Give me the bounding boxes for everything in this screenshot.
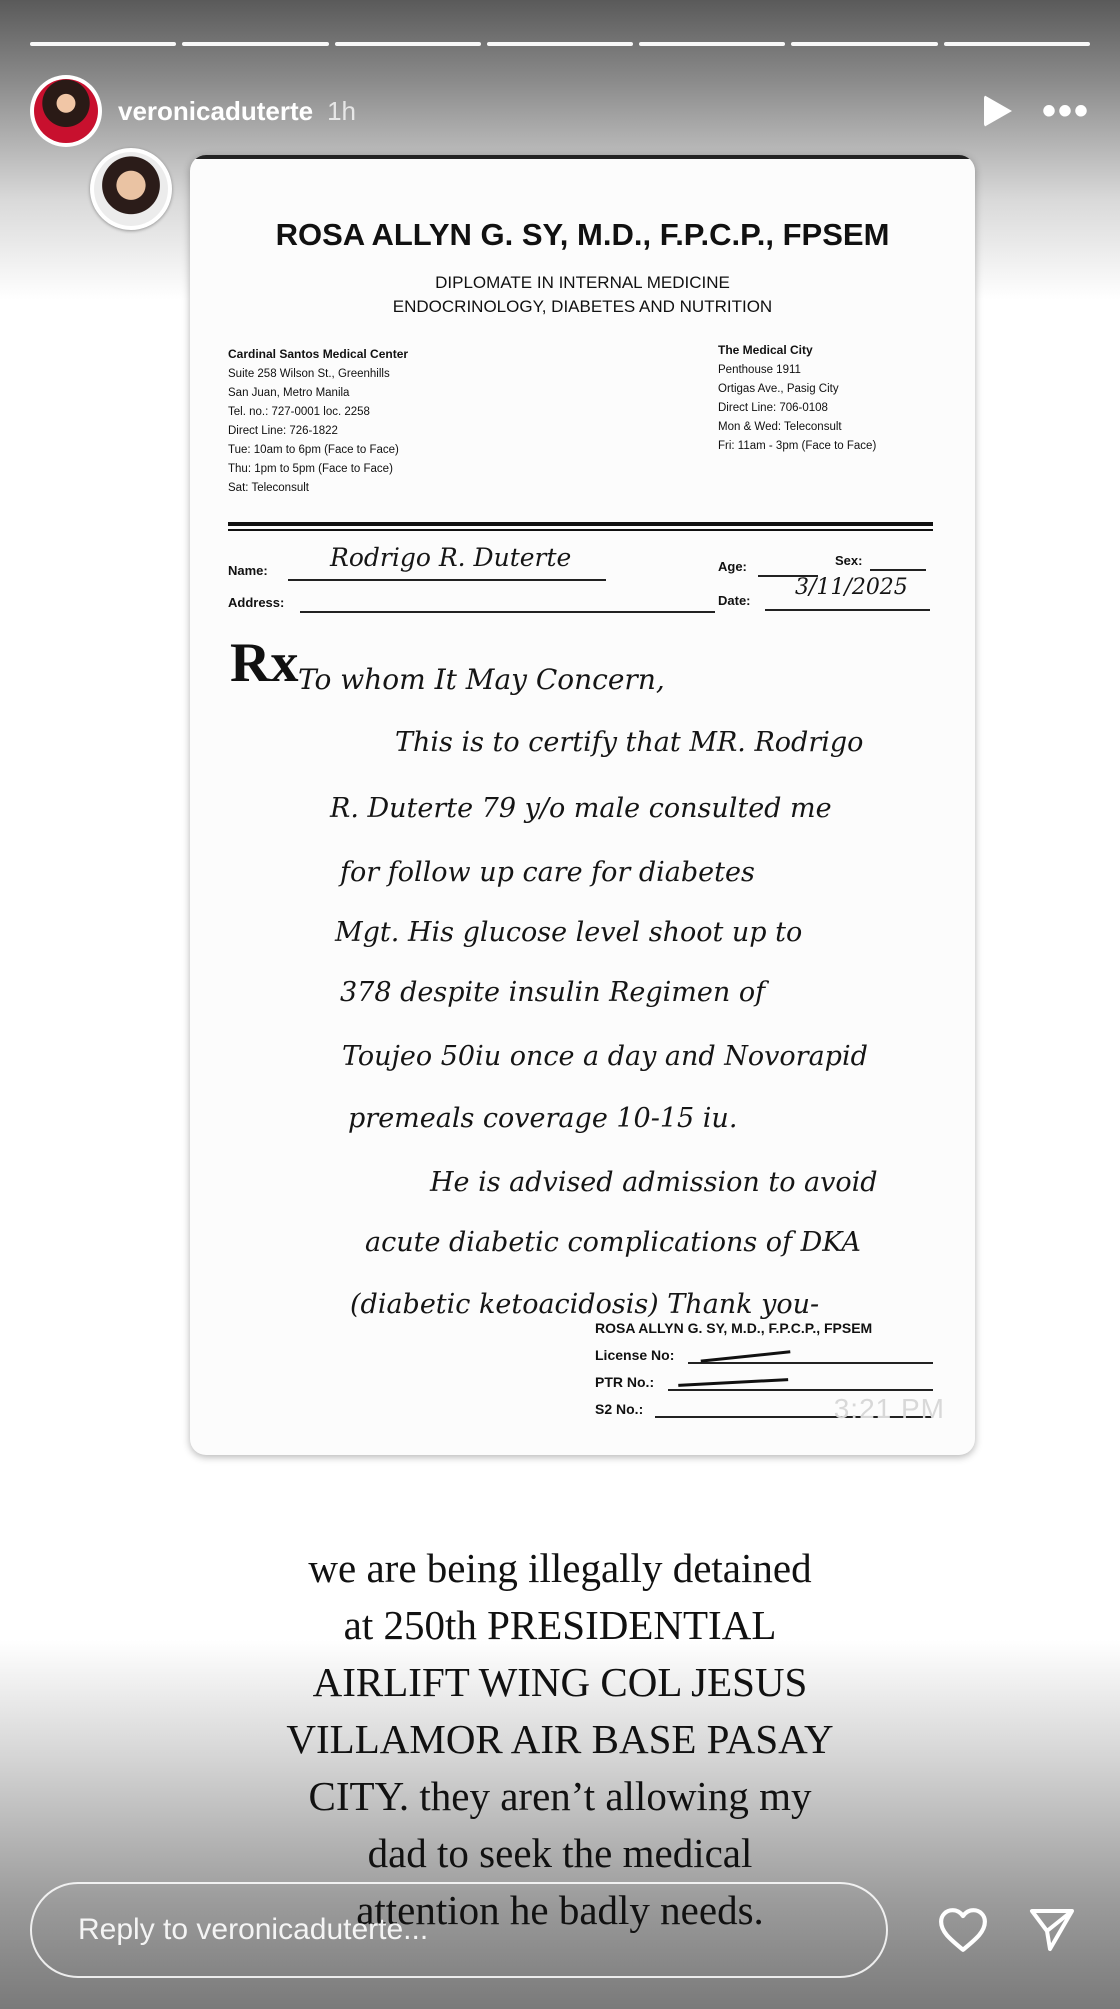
progress-segment [639,42,785,46]
clinic-line: Fri: 11am - 3pm (Face to Face) [718,440,877,452]
address-line [300,611,715,613]
story-footer [30,1878,1090,1982]
s2-label: S2 No.: [595,1401,644,1417]
story-header [30,74,1090,148]
progress-segment [182,42,328,46]
clinic-left [228,345,408,498]
heart-icon[interactable] [938,1907,988,1953]
avatar[interactable] [30,75,102,147]
profile-photo [34,79,98,143]
specialty-line: ENDOCRINOLOGY, DIABETES AND NUTRITION [392,297,773,316]
ptr-label: PTR No.: [595,1374,655,1390]
clinic-line: The Medical City [718,343,813,357]
prescription-date: 3/11/2025 [795,575,908,600]
doctor-name: ROSA ALLYN G. SY, M.D., F.P.C.P., FPSEM [275,217,890,252]
play-icon[interactable] [984,95,1012,127]
license-label: License No: [595,1347,675,1363]
specialty-line: DIPLOMATE IN INTERNAL MEDICINE [435,273,730,292]
note-line: acute diabetic complications of DKA [365,1227,861,1258]
clinic-line: Ortigas Ave., Pasig City [718,383,839,395]
note-line: (diabetic ketoacidosis) Thank you- [350,1289,820,1320]
reply-input[interactable]: Reply to veronicaduterte... [30,1882,888,1978]
doctor-photo [94,152,168,226]
patient-name: Rodrigo R. Duterte [330,543,572,572]
note-line: He is advised admission to avoid [430,1167,878,1198]
divider [228,529,933,531]
note-line: This is to certify that MR. Rodrigo [395,727,864,758]
address-label: Address: [228,595,285,610]
date-label: Date: [718,593,751,608]
time-ago: 1h [327,95,356,126]
progress-segment [487,42,633,46]
name-label: Name: [228,563,268,578]
sex-line [870,569,926,571]
prescription-image [190,155,975,1455]
story-progress-bar [30,42,1090,46]
signature-block [595,1315,872,1423]
sex-label: Sex: [835,553,863,568]
clinic-right [718,341,876,456]
date-line [765,609,930,611]
story-caption: we are being illegally detained at 250th PRESIDENTIAL AIRLIFT WING COL JESUS VILLAMOR AIR BASE PASAY CITY. they aren’t allowing my dad to seek the medical attention he badly needs. [286,1545,834,1933]
progress-segment [30,42,176,46]
note-line: Mgt. His glucose level shoot up to [335,917,803,948]
progress-segment [944,42,1090,46]
more-icon[interactable]: ••• [1041,89,1090,133]
progress-segment [791,42,937,46]
license-line [688,1362,933,1364]
note-line: 378 despite insulin Regimen of [340,977,766,1008]
clinic-line: Tue: 10am to 6pm (Face to Face) [228,444,399,456]
paper-edge [190,155,975,159]
note-line: R. Duterte 79 y/o male consulted me [330,793,832,824]
clinic-line: Direct Line: 726-1822 [228,425,338,437]
rx-symbol: Rx [230,632,299,694]
ptr-line [668,1389,933,1391]
clinic-line: San Juan, Metro Manila [228,387,350,399]
note-line: for follow up care for diabetes [340,857,755,888]
photo-timestamp: 3:21 PM [833,1393,945,1424]
clinic-line: Direct Line: 706-0108 [718,402,828,414]
clinic-line: Mon & Wed: Teleconsult [718,421,842,433]
clinic-line: Tel. no.: 727-0001 loc. 2258 [228,406,370,418]
clinic-line: Thu: 1pm to 5pm (Face to Face) [228,463,393,475]
note-line: To whom It May Concern, [298,663,665,696]
username[interactable]: veronicaduterte [118,95,314,126]
divider [228,522,933,526]
clinic-line: Sat: Teleconsult [228,482,309,494]
note-line: Toujeo 50iu once a day and Novorapid [342,1041,868,1072]
clinic-line: Penthouse 1911 [718,364,801,376]
signature-name: ROSA ALLYN G. SY, M.D., F.P.C.P., FPSEM [595,1320,873,1336]
doctor-avatar [90,148,172,230]
name-line [288,579,606,581]
note-line: premeals coverage 10-15 iu. [348,1103,738,1134]
clinic-line: Suite 258 Wilson St., Greenhills [228,368,390,380]
clinic-line: Cardinal Santos Medical Center [228,347,409,361]
send-icon[interactable] [1028,1907,1076,1953]
doctor-specialty [190,271,975,319]
progress-segment [335,42,481,46]
age-label: Age: [718,559,747,574]
